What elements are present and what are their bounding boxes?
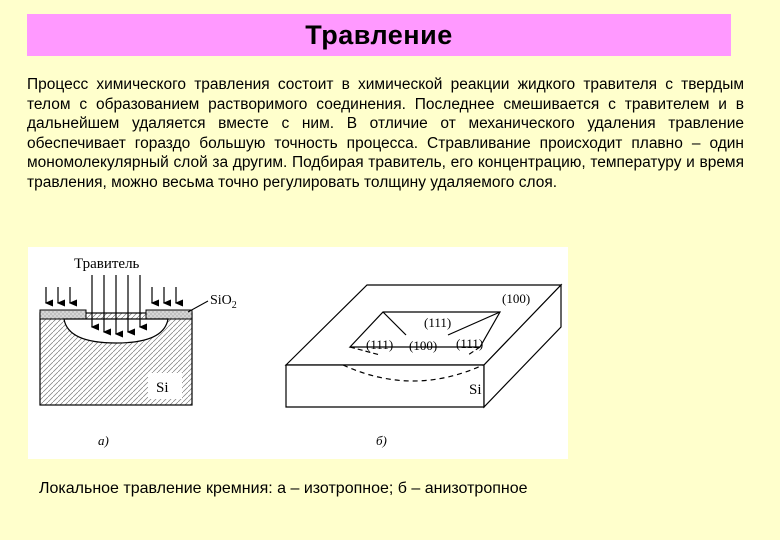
mask-leader-line	[188, 301, 208, 312]
etching-diagram	[28, 247, 568, 459]
body-paragraph: Процесс химического травления состоит в химической реакции жидкого травителя с твердым телом с образованием растворимого соединения. Последнее смешивается с травителем и в дальнейшем удаляется вместе с ним. В отличие от механического удаления травление обеспечивает гораздо большую точность процесса. Стравливание происходит плавно – один мономолекулярный слой за другим. Подбирая травитель, его концентрацию, температуру и время травления, можно весьма точно регулировать толщину удаляемого слоя.	[27, 76, 744, 191]
panel-label-b: б)	[376, 433, 387, 448]
oxide-mask-right	[146, 310, 192, 319]
plane-label-top: (100)	[502, 291, 531, 306]
slide-title: Травление	[305, 19, 453, 50]
substrate-label-b: Si	[469, 382, 482, 398]
etchant-label: Травитель	[74, 256, 140, 272]
plane-label-right: (111)	[456, 336, 484, 351]
oxide-mask-left	[40, 310, 86, 319]
etching-figure	[28, 247, 568, 459]
plane-label-left: (111)	[366, 337, 394, 352]
isotropic-etch-diagram	[40, 256, 237, 448]
mask-label: SiO$_2$	[210, 293, 237, 311]
plane-label-upper: (111)	[424, 315, 452, 330]
plane-label-center: (100)	[409, 338, 438, 353]
figure-caption: Локальное травление кремния: а – изотропное; б – анизотропное	[39, 480, 528, 497]
wafer-front-face	[286, 365, 484, 407]
title-bar	[27, 14, 731, 56]
panel-label-a: а)	[98, 433, 109, 448]
substrate-label-a: Si	[156, 380, 169, 396]
